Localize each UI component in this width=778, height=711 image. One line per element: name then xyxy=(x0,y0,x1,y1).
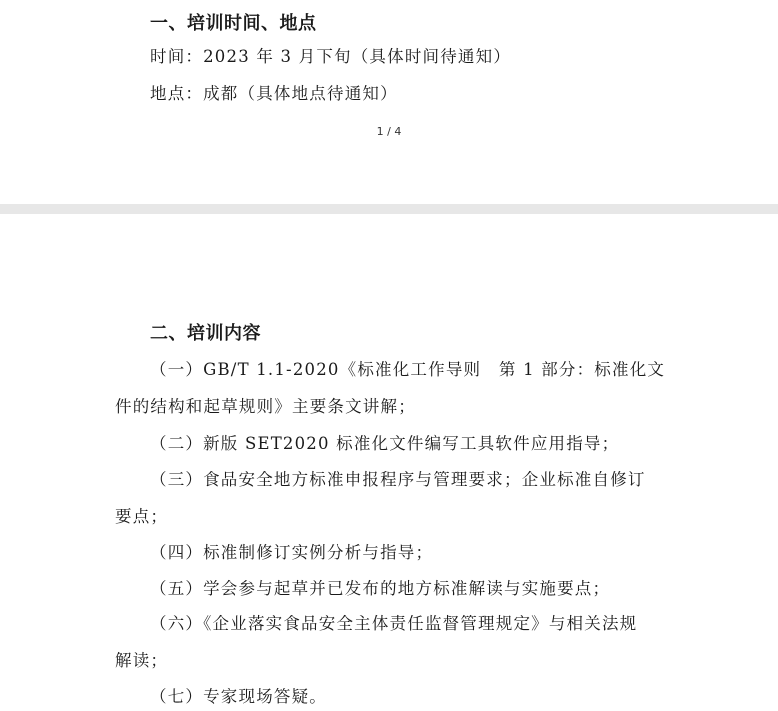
page-separator xyxy=(0,204,778,214)
document-page-2 xyxy=(0,214,778,711)
content-item-3-line-1: （三）食品安全地方标准申报程序与管理要求；企业标准自修订 xyxy=(150,470,646,489)
page-number: 1 / 4 xyxy=(376,125,402,138)
content-item-1-line-2: 件的结构和起草规则》主要条文讲解； xyxy=(115,397,416,416)
content-item-2: （二）新版 SET2020 标准化文件编写工具软件应用指导； xyxy=(150,434,620,453)
section-heading-content: 二、培训内容 xyxy=(150,323,261,344)
content-item-6-line-2: 解读； xyxy=(115,651,169,670)
document-page-1 xyxy=(0,0,778,204)
content-item-6-line-1: （六）《企业落实食品安全主体责任监督管理规定》与相关法规 xyxy=(150,614,638,633)
training-time-line: 时间：2023 年 3 月下旬（具体时间待通知） xyxy=(150,47,512,66)
content-item-5: （五）学会参与起草并已发布的地方标准解读与实施要点； xyxy=(150,579,611,598)
section-heading-time-place: 一、培训时间、地点 xyxy=(150,13,317,34)
training-place-line: 地点：成都（具体地点待通知） xyxy=(150,84,398,103)
content-item-7: （七）专家现场答疑。 xyxy=(150,687,327,706)
content-item-3-line-2: 要点； xyxy=(115,507,169,526)
content-item-1-line-1: （一）GB/T 1.1-2020《标准化工作导则 第 1 部分：标准化文 xyxy=(150,360,666,379)
content-item-4: （四）标准制修订实例分析与指导； xyxy=(150,543,434,562)
